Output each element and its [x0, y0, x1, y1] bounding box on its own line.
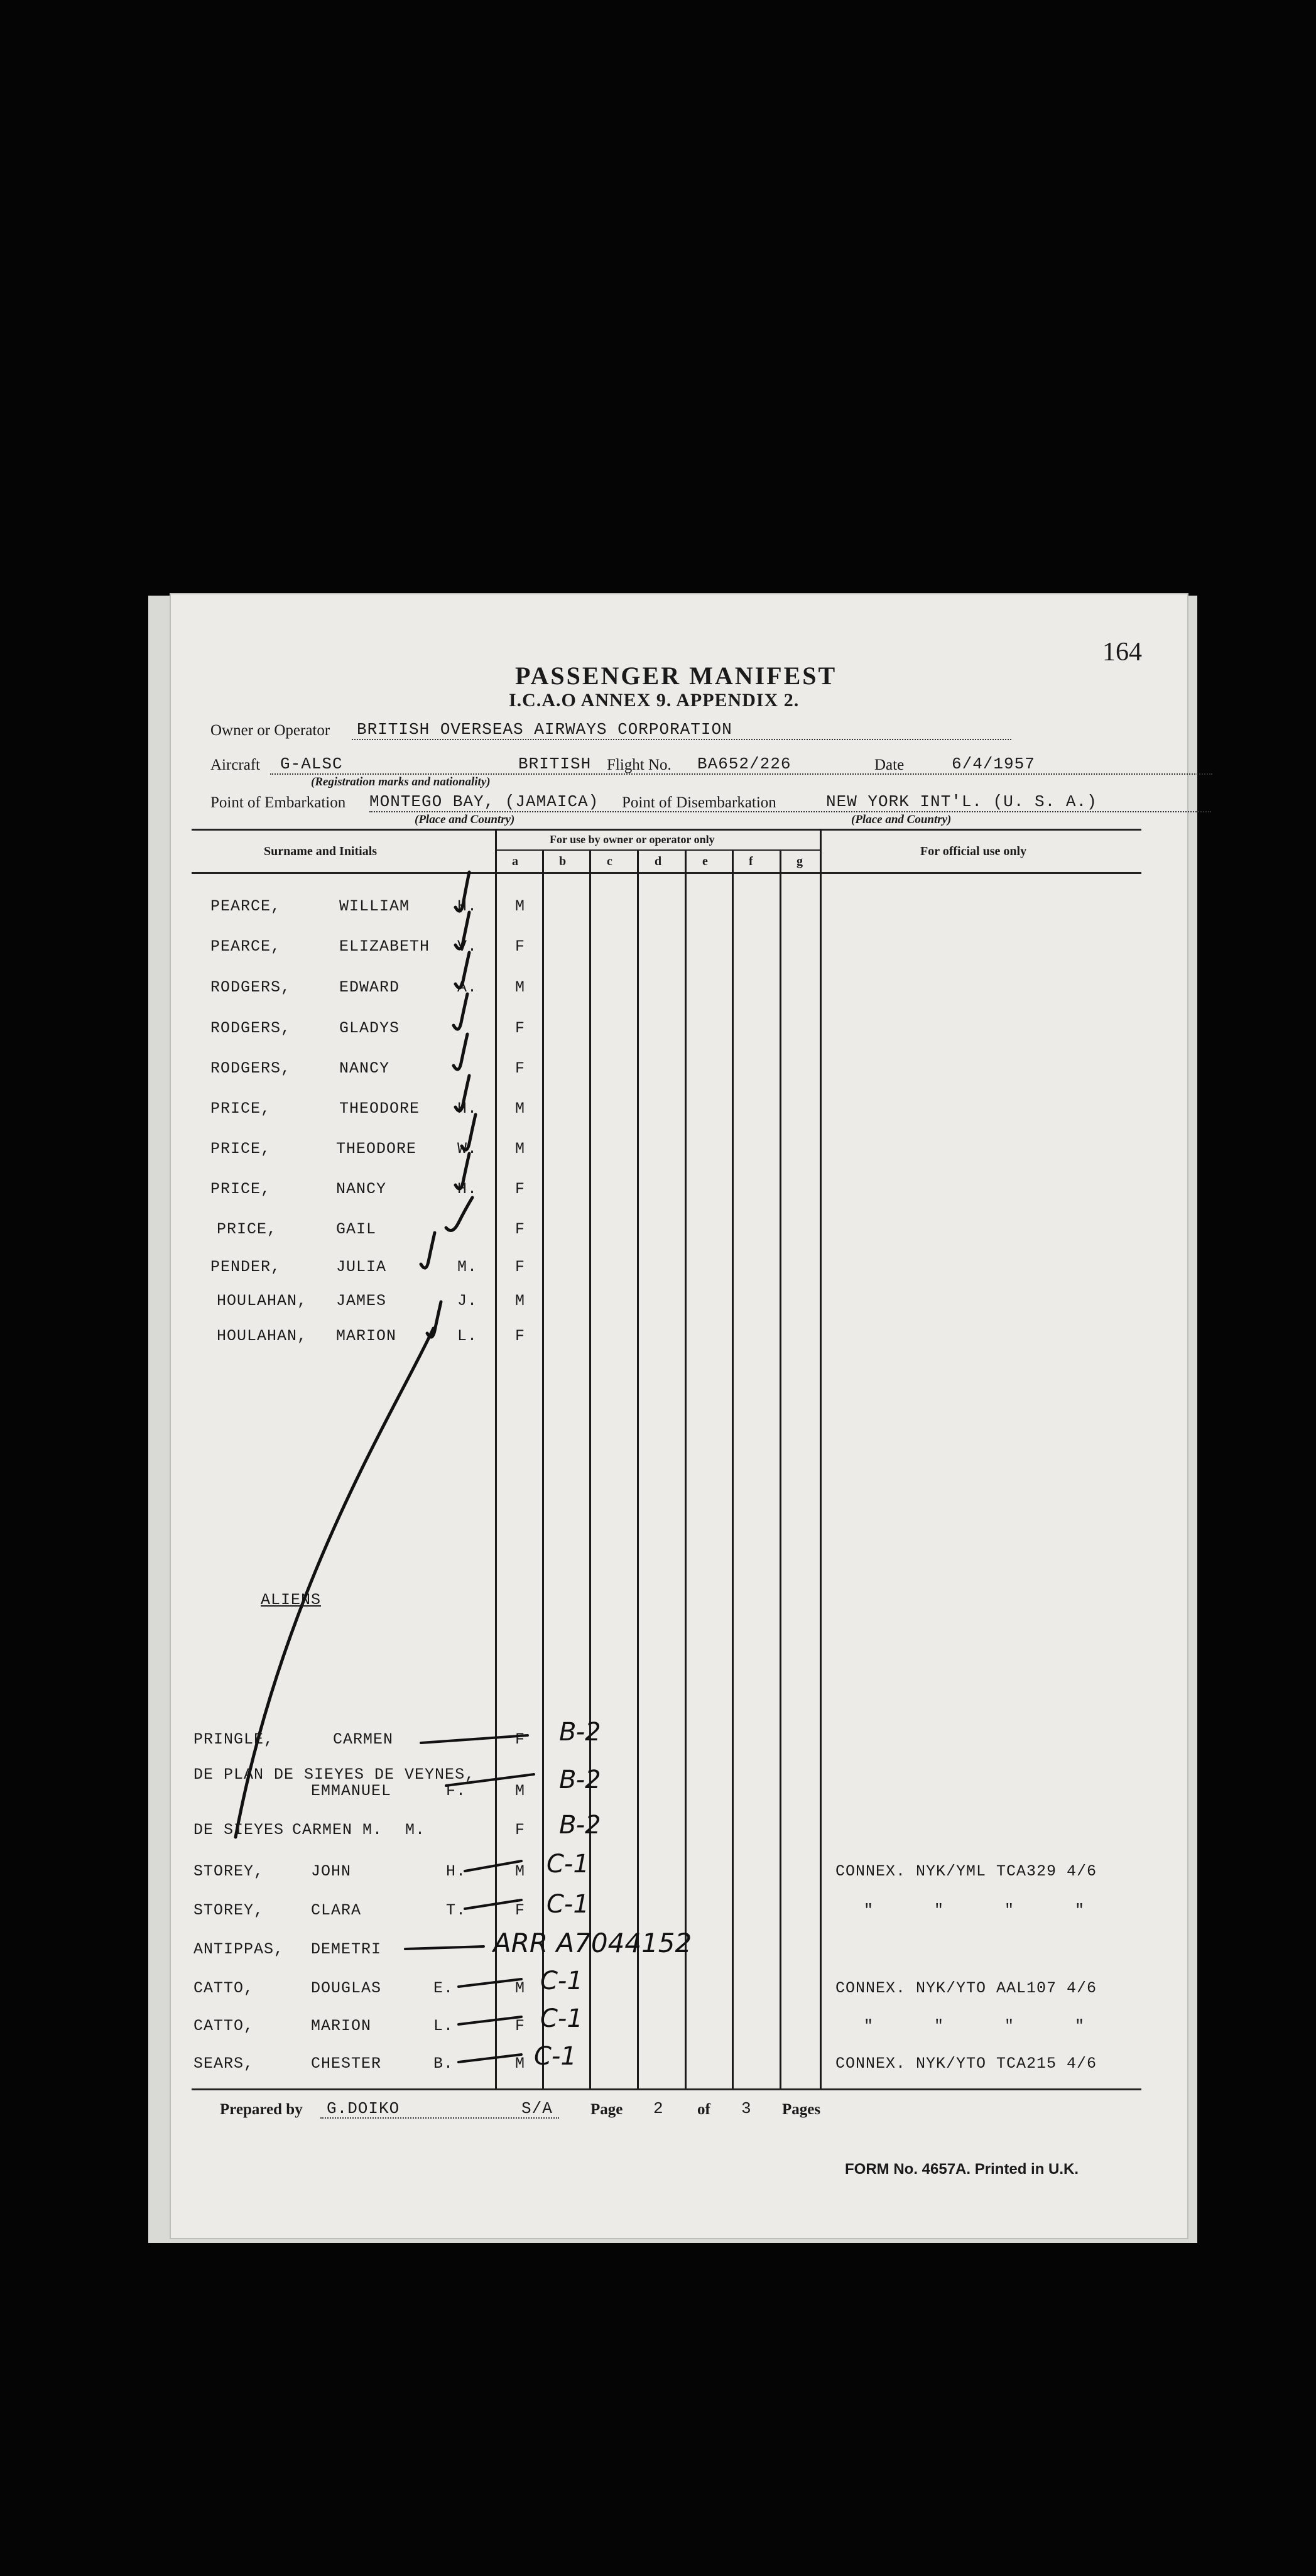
col-f: f — [749, 854, 753, 868]
col-d: d — [655, 854, 662, 868]
official-header: For official use only — [920, 844, 1027, 858]
col-c: c — [607, 854, 612, 868]
disembarkation-label: Point of Disembarkation — [622, 794, 776, 811]
disembarkation-value: NEW YORK INT'L. (U. S. A.) — [826, 792, 1097, 811]
aliens-heading: ALIENS — [261, 1591, 322, 1609]
page-label: Page — [590, 2101, 623, 2118]
aircraft-label: Aircraft — [210, 756, 261, 773]
alien-strokes — [170, 593, 1188, 2239]
col-a: a — [512, 854, 518, 868]
sa-value: S/A — [521, 2099, 553, 2118]
col-g: g — [797, 854, 803, 868]
form-number: FORM No. 4657A. Printed in U.K. — [845, 2161, 1079, 2178]
col-b: b — [559, 854, 567, 868]
manifest-subtitle: I.C.A.O ANNEX 9. APPENDIX 2. — [509, 690, 800, 711]
owner-label: Owner or Operator — [210, 722, 330, 739]
surname-header: Surname and Initials — [264, 844, 378, 858]
of-label: of — [697, 2101, 710, 2118]
of-value: 3 — [741, 2099, 752, 2118]
date-label: Date — [874, 756, 905, 773]
manifest-title: PASSENGER MANIFEST — [515, 662, 837, 690]
manifest-sheet: 164 PASSENGER MANIFEST I.C.A.O ANNEX 9. APPENDIX 2. Owner or Operator BRITISH OVERSEAS AIRWAYS CORPORATION Aircraft G-ALSC BRITISH Flight No. BA652/226 Date 6/4/1957 (Registration marks and nationality) Point of Embarkation MONTEGO BAY, (JAMAICA) Point of Disembarkation NEW YORK INT'L. (U. S. A.) (Place and Country) (Place and Country) Surname and Initials For use by owner or operator only For official use only a b c d e f g PEARCE, WILLIAM H. M PEARCE, ELIZABETH V. F RODGERS, EDWARD A. M RODGERS, GLADYS F RODGERS, NANCY F PRICE, THEODORE H. M PRICE, THEODORE W. M PRICE, NANCY H. F PRICE, GAIL F PENDER, JULIA M. F HOULAHAN, JAMES J. M HOULAHAN, MARION L. F ALIENS PRINGLE, CARMEN F B-2 DE PLAN DE SIEYES DE VEYNES, EMMANUEL F. M B-2 DE SIEYES CARMEN M. M. F B-2 STOREY, JOHN H. M C-1 CONNEX. NYK/YML TCA329 4/6 STOREY, CLARA T. F C-1 " " " " ANTIPPAS, DEMETRI ARR A7044152 CATTO, DOUGLAS E. M C-1 CONNEX. NYK/YTO AAL107 4/6 CATTO, MARION L. F C-1 " " " " SEARS, CHESTER B. M C-1 CONNEX. NYK/YTO TCA215 4/6 Prepared by G.DOIKO S/A Page 2 of 3 Pages FORM No. 4657A. Printed in U.K. — [170, 593, 1188, 2239]
page-number: 164 — [1102, 638, 1142, 667]
prepared-label: Prepared by — [220, 2101, 303, 2118]
owner-value: BRITISH OVERSEAS AIRWAYS CORPORATION — [357, 720, 732, 739]
date-value: 6/4/1957 — [952, 755, 1035, 773]
pages-label: Pages — [782, 2101, 821, 2118]
registration-note: (Registration marks and nationality) — [311, 775, 491, 789]
col-e: e — [702, 854, 708, 868]
operator-header: For use by owner or operator only — [550, 833, 715, 846]
place-note-disembark: (Place and Country) — [851, 813, 952, 826]
prepared-value: G.DOIKO — [327, 2099, 400, 2118]
embarkation-value: MONTEGO BAY, (JAMAICA) — [369, 792, 599, 811]
flight-value: BA652/226 — [697, 755, 791, 773]
nationality-value: BRITISH — [518, 755, 592, 773]
page-value: 2 — [653, 2099, 664, 2118]
embarkation-label: Point of Embarkation — [210, 794, 346, 811]
flight-label: Flight No. — [607, 756, 672, 773]
aircraft-value: G-ALSC — [280, 755, 343, 773]
place-note-embark: (Place and Country) — [415, 813, 515, 826]
